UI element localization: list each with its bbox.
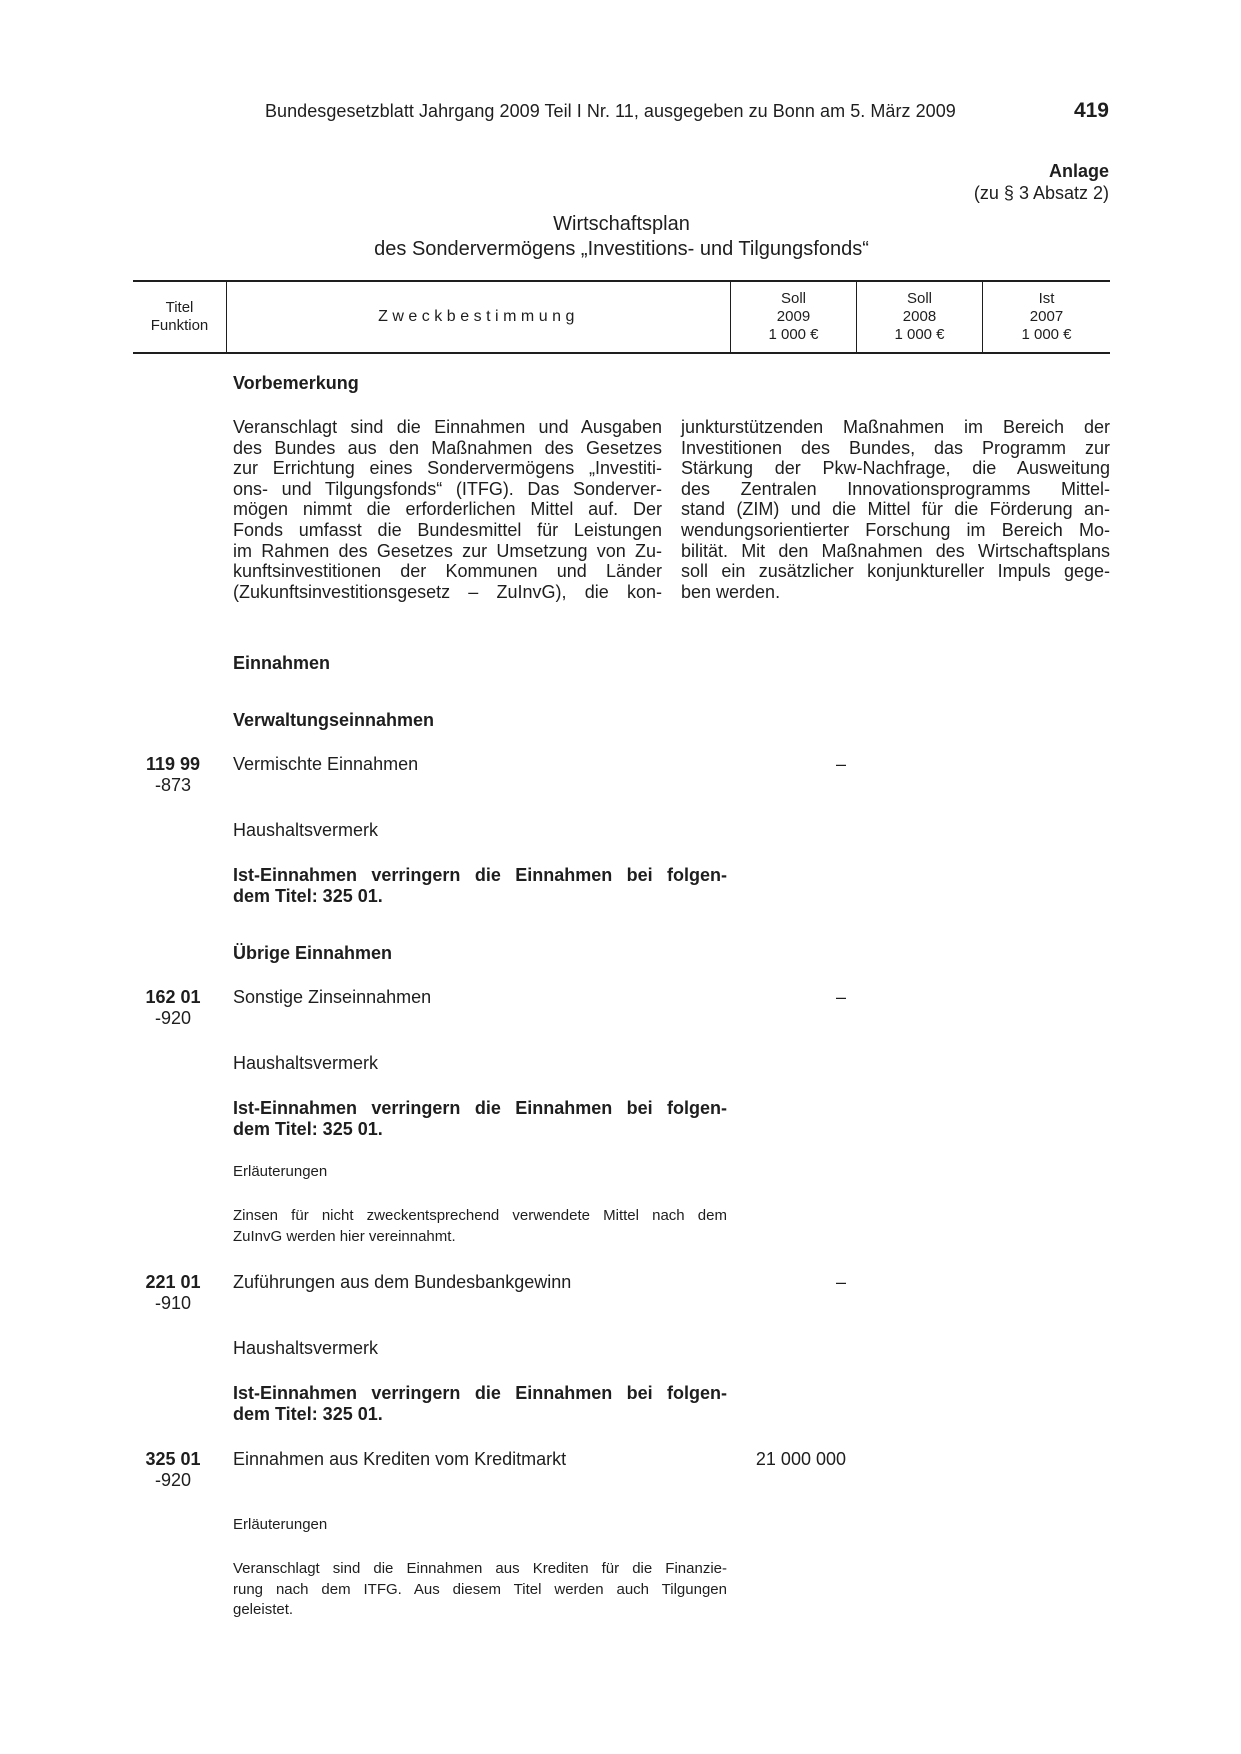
anlage-title: Anlage [1048, 161, 1109, 181]
title-line-1: Wirtschaftsplan [553, 213, 690, 235]
col-soll-2009: Soll 2009 1 000 € [731, 282, 857, 352]
haushaltsvermerk-heading: Haushaltsvermerk [233, 1053, 379, 1073]
entry-soll-2009: – [835, 754, 846, 774]
entry-titel-162-01: 162 01 -920 [145, 987, 201, 1028]
vorbemerkung-right-column: junkturstützenden Maßnahmen im Bereich der Investitionen des Bundes, das Programm zur Stärkung der Pkw-Nachfrage, die Ausweitung des Zentralen Innovationsprogramms Mittel- stand (ZIM) und die Mittel für die Förderung an- wendungsorientierter Forschung im Bereich Mo- bilität. Mit den Maßnahmen des Wirtschaftsplans soll ein zusätzlicher konjunktureller Impuls gege- ben werden. [681, 417, 1110, 602]
entry-titel-325-01: 325 01 -920 [145, 1449, 201, 1490]
running-head: Bundesgesetzblatt Jahrgang 2009 Teil I Nr. 11, ausgegeben zu Bonn am 5. März 2009 [265, 101, 956, 121]
entry-soll-2009: 21 000 000 [755, 1449, 846, 1469]
col-zweckbestimmung: Zweckbestimmung [227, 282, 731, 352]
entry-label: Sonstige Zinseinnahmen [233, 987, 432, 1007]
section-verwaltungseinnahmen: Verwaltungseinnahmen [233, 710, 435, 730]
erlaeuterungen-heading: Erläuterungen [233, 1163, 328, 1180]
anlage-block [974, 160, 1109, 204]
vorbemerkung-heading: Vorbemerkung [233, 373, 359, 393]
col-ist-2007: Ist 2007 1 000 € [1021, 290, 1072, 343]
entry-titel-221-01: 221 01 -910 [145, 1272, 201, 1313]
entry-label: Zuführungen aus dem Bundesbankgewinn [233, 1272, 572, 1292]
col-soll-2008: Soll 2008 1 000 € [857, 282, 983, 352]
entry-label: Einnahmen aus Krediten vom Kreditmarkt [233, 1449, 567, 1469]
page-number: 419 [1073, 99, 1109, 122]
haushaltsvermerk-text: Ist-Einnahmen verringern die Einnahmen bei folgen- dem Titel: 325 01. [233, 1098, 727, 1139]
entry-soll-2009: – [835, 987, 846, 1007]
erlaeuterungen-heading: Erläuterungen [233, 1516, 328, 1533]
title-line-2: des Sondervermögens „Investitions- und Tilgungsfonds“ [374, 238, 869, 260]
haushaltsvermerk-heading: Haushaltsvermerk [233, 820, 379, 840]
anlage-ref: (zu § 3 Absatz 2) [973, 183, 1109, 203]
section-uebrige-einnahmen: Übrige Einnahmen [233, 943, 393, 963]
erlaeuterungen-text: Veranschlagt sind die Einnahmen aus Krediten für die Finanzie- rung nach dem ITFG. Aus diesem Titel werden auch Tilgungen geleistet. [233, 1560, 727, 1618]
entry-soll-2009: – [835, 1272, 846, 1292]
column-header [133, 280, 1110, 354]
entry-titel-119-99: 119 99 -873 [145, 754, 201, 795]
col-titel-funktion [133, 282, 227, 352]
document-title [133, 212, 1110, 262]
section-einnahmen: Einnahmen [233, 653, 331, 673]
erlaeuterungen-text: Zinsen für nicht zweckentsprechend verwendete Mittel nach dem ZuInvG werden hier vereinnahmt. [233, 1207, 727, 1245]
entry-label: Vermischte Einnahmen [233, 754, 419, 774]
haushaltsvermerk-text: Ist-Einnahmen verringern die Einnahmen bei folgen- dem Titel: 325 01. [233, 1383, 727, 1424]
col-titel: Titel [165, 299, 194, 316]
haushaltsvermerk-heading: Haushaltsvermerk [233, 1338, 379, 1358]
haushaltsvermerk-text: Ist-Einnahmen verringern die Einnahmen bei folgen- dem Titel: 325 01. [233, 865, 727, 906]
vorbemerkung-left-column: Veranschlagt sind die Einnahmen und Ausgaben des Bundes aus den Maßnahmen des Gesetzes zur Errichtung eines Sondervermögens „Investiti- ons- und Tilgungsfonds“ (ITFG). Das Sonderver- mögen nimmt die erforderlichen Mittel auf. Der Fonds umfasst die Bundesmittel für Leistungen im Rahmen des Gesetzes zur Umsetzung von Zu- kunftsinvestitionen der Kommunen und Länder (Zukunftsinvestitionsgesetz – ZuInvG), die kon- [233, 417, 662, 602]
col-funktion: Funktion [150, 317, 209, 334]
